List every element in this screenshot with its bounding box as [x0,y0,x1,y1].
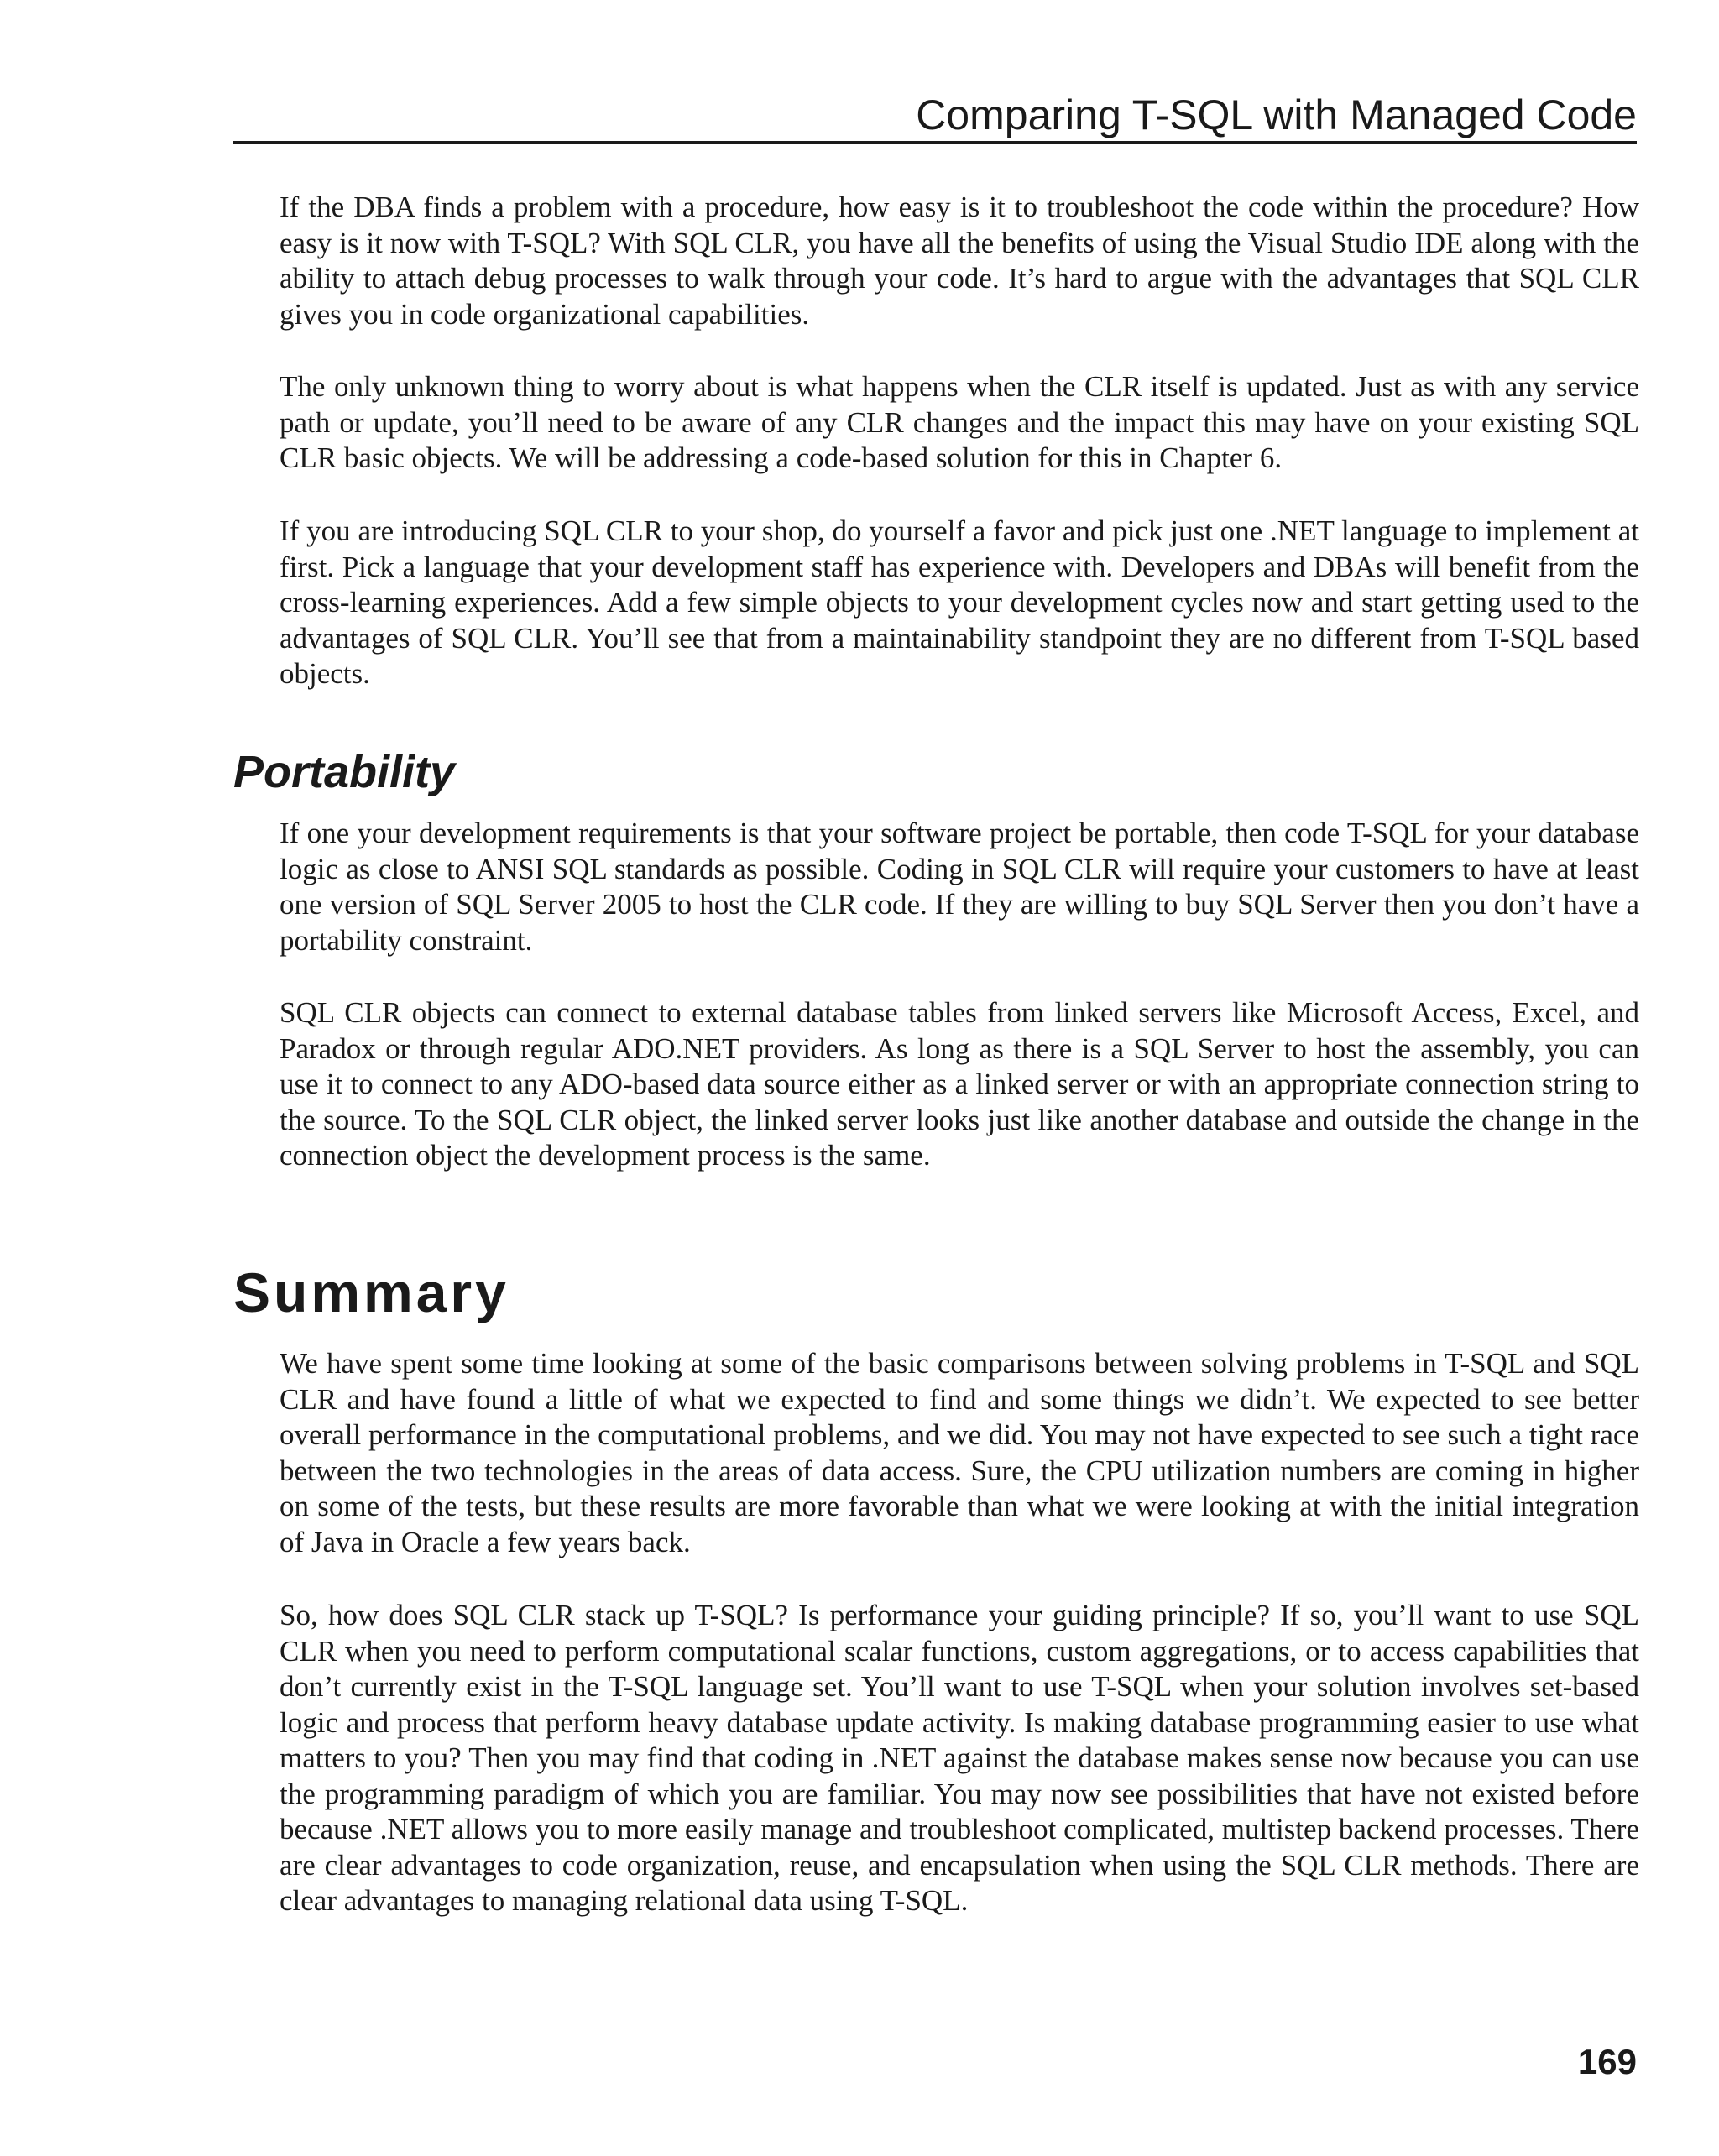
summary-paragraph-1: We have spent some time looking at some of the basic comparisons between solving problems in T-SQL and SQL CLR and have found a little of what we expected to find and some things we didn’t. We expected to see better overall performance in the computational problems, and we did. You may not have expected to see such a tight race between the two technologies in the areas of data access. Sure, the CPU utilization numbers are coming in higher on some of the tests, but these results are more favorable than what we were looking at with the initial integration of Java in Oracle a few years back. [280,1347,1639,1558]
intro-paragraph-3: If you are introducing SQL CLR to your shop, do yourself a favor and pick just one .NET language to implement at first. Pick a language that your development staff has experience with. Developers and DBAs will benefit from the cross-learning experiences. Add a few simple objects to your development cycles now and start getting used to the advantages of SQL CLR. You’ll see that from a maintainability standpoint they are no different from T-SQL based objects. [280,514,1639,690]
running-header: Comparing T-SQL with Managed Code [233,86,1637,144]
summary-heading: Summary [233,1261,509,1323]
portability-heading: Portability [233,747,456,797]
page-number: 169 [1577,2042,1637,2081]
intro-paragraph-2: The only unknown thing to worry about is what happens when the CLR itself is updated. Just as with any service path or update, you’ll need to be aware of any CLR changes and the impact this may have on your existing SQL CLR basic objects. We will be addressing a code-based solution for this in Chapter 6. [280,370,1639,474]
portability-paragraph-1: If one your development requirements is that your software project be portable, then code T-SQL for your database logic as close to ANSI SQL standards as possible. Coding in SQL CLR will require your customers to have at least one version of SQL Server 2005 to host the CLR code. If they are willing to buy SQL Server then you don’t have a portability constraint. [280,817,1639,957]
summary-paragraph-2: So, how does SQL CLR stack up T-SQL? Is performance your guiding principle? If so, you’ll want to use SQL CLR when you need to perform computational scalar functions, custom aggregations, or to access capabilities that don’t currently exist in the T-SQL language set. You’ll want to use T-SQL when your solution involves set-based logic and process that perform heavy database update activity. Is making database programming easier to use what matters to you? Then you may find that coding in .NET against the database makes sense now because you can use the programming paradigm of which you are familiar. You may now see possibilities that have not existed before because .NET allows you to more easily manage and troubleshoot complicated, multistep backend processes. There are clear advantages to code organization, reuse, and encapsulation when using the SQL CLR methods. There are clear advantages to managing relational data using T-SQL. [280,1599,1639,1917]
intro-paragraph-1: If the DBA finds a problem with a procedure, how easy is it to troubleshoot the code within the procedure? How easy is it now with T-SQL? With SQL CLR, you have all the benefits of using the Visual Studio IDE along with the ability to attach debug processes to walk through your code. It’s hard to argue with the advantages that SQL CLR gives you in code organizational capabilities. [280,191,1639,331]
portability-paragraph-2: SQL CLR objects can connect to external database tables from linked servers like Microsoft Access, Excel, and Paradox or through regular ADO.NET providers. As long as there is a SQL Server to host the assembly, you can use it to connect to any ADO-based data source either as a linked server or with an appropriate connection string to the source. To the SQL CLR object, the linked server looks just like another database and outside the change in the connection object the development process is the same. [280,996,1639,1172]
